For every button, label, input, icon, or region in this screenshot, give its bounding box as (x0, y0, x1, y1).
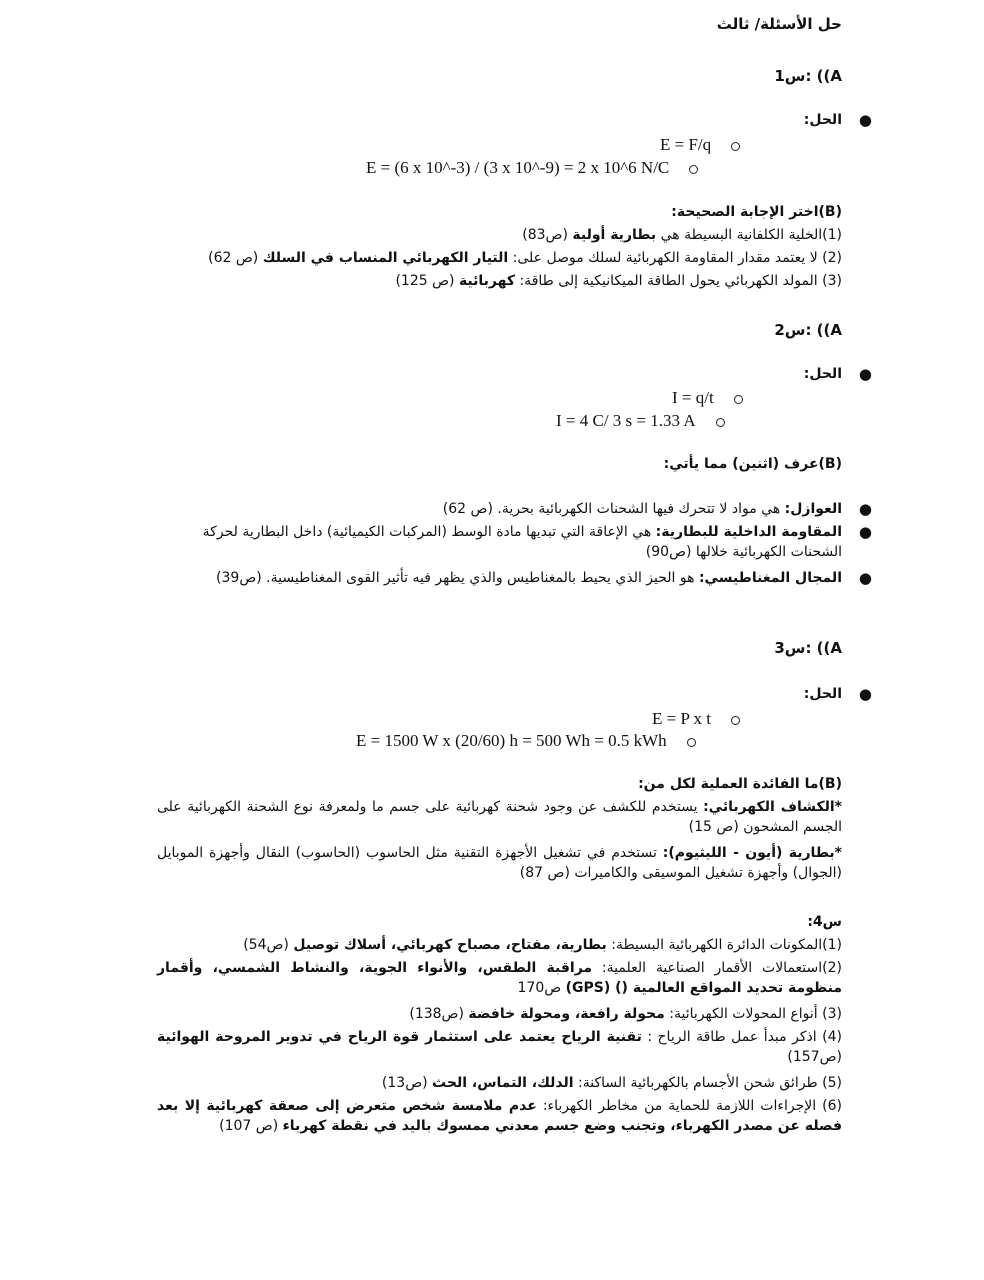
q4-item-2: (2)استعمالات الأقمار الصناعية العلمية: مراقبة الطقس، والأنواء الجوية، والنشاط الشمسي، وأقمار منظومة تحديد المواقع العالمية () (GPS) ص170 (157, 960, 842, 997)
q2-solution-label: ● الحل: (157, 364, 842, 384)
q2-equation-2: I = 4 C/ 3 s = 1.33 A (556, 409, 725, 434)
q1-solution-label: ● الحل: (157, 110, 842, 130)
circle-bullet-icon (689, 165, 698, 174)
circle-bullet-icon (734, 395, 743, 404)
q1-equation-1: E = F/q (660, 133, 740, 158)
q4-item-1: (1)المكونات الدائرة الكهربائية البسيطة: بطارية، مفتاح، مصباح كهربائي، أسلاك توصيل (ص54) (243, 937, 842, 953)
bullet-icon: ● (858, 685, 872, 703)
q2-definition-3: ● المجال المغناطيسي: هو الحيز الذي يحيط بالمغناطيس والذي يظهر فيه تأثير القوى المغناطيسية. (ص39) (157, 568, 842, 588)
q3-use-1: *الكشاف الكهربائي: يستخدم للكشف عن وجود شحنة كهربائية على جسم ما ولمعرفة نوع الشحنة الكهربائية على الجسم المشحون (ص 15) (157, 799, 843, 836)
q2-definition-1: ● العوازل: هي مواد لا تتحرك فيها الشحنات الكهربائية بحرية. (ص 62) (157, 499, 842, 519)
q2-label: س2: ((A (774, 321, 842, 339)
q4-item-5: (5) طرائق شحن الأجسام بالكهربائية الساكنة: الدلك، التماس، الحث (ص13) (381, 1075, 842, 1091)
q1-equation-2: E = (6 x 10^-3) / (3 x 10^-9) = 2 x 10^6 N/C (366, 156, 698, 181)
bullet-icon: ● (858, 500, 872, 518)
q3-solution-label: ● الحل: (157, 684, 842, 704)
q1-item-1: (1)الخلية الكلفانية البسيطة هي بطارية أولية (ص83) (522, 227, 842, 243)
bullet-icon: ● (858, 523, 872, 541)
q3-use-2: *بطارية (أيون - الليثيوم): تستخدم في تشغيل الأجهزة التقنية مثل الحاسوب (الحاسوب) النقال وأجهزة الموبايل (الجوال) وأجهزة تشغيل الموسيقى والكاميرات (ص 87) (157, 845, 843, 882)
q3-b-header: (B)ما الفائدة العملية لكل من: (638, 776, 842, 792)
bullet-icon: ● (858, 365, 872, 383)
page-title: حل الأسئلة/ ثالث (716, 15, 842, 33)
q2-b-header: (B)عرف (اثنين) مما يأتي: (663, 456, 842, 472)
q1-item-3: (3) المولد الكهربائي يحول الطاقة الميكانيكية إلى طاقة: كهربائية (ص 125) (395, 273, 842, 289)
circle-bullet-icon (687, 738, 696, 747)
q2-equation-1: I = q/t (672, 386, 743, 411)
q3-equation-1: E = P x t (652, 707, 740, 732)
q1-b-header: (B)اختر الإجابة الصحيحة: (671, 204, 842, 220)
q4-item-4: (4) اذكر مبدأ عمل طاقة الرياح : تقنية الرياح يعتمد على استثمار قوة الرياح في تدوير المروحة الهوائية (ص157) (157, 1029, 842, 1066)
q1-item-2: (2) لا يعتمد مقدار المقاومة الكهربائية لسلك موصل على: التيار الكهربائي المنساب في السلك (ص 62) (208, 250, 842, 266)
q1-label: س1: ((A (774, 67, 842, 85)
circle-bullet-icon (731, 716, 740, 725)
q4-item-3: (3) أنواع المحولات الكهربائية: محولة رافعة، ومحولة خافضة (ص138) (409, 1006, 842, 1022)
q3-label: س3: ((A (774, 639, 842, 657)
circle-bullet-icon (716, 418, 725, 427)
bullet-icon: ● (858, 569, 872, 587)
q2-definition-2: ● المقاومة الداخلية للبطارية: هي الإعاقة التي تبديها مادة الوسط (المركبات الكيميائية) داخل البطارية لحركة الشحنات الكهربائية خلالها (ص90) (202, 523, 872, 561)
q4-item-6: (6) الإجراءات اللازمة للحماية من مخاطر الكهرباء: عدم ملامسة شخص متعرض إلى صعقة كهربائية إلا بعد فصله عن مصدر الكهرباء، وتجنب وضع جسم معدني ممسوك باليد في نقطة كهرباء (ص 107) (157, 1098, 842, 1135)
q4-label: س4: (807, 914, 842, 930)
q3-equation-2: E = 1500 W x (20/60) h = 500 Wh = 0.5 kWh (356, 729, 696, 754)
circle-bullet-icon (731, 142, 740, 151)
bullet-icon: ● (858, 111, 872, 129)
